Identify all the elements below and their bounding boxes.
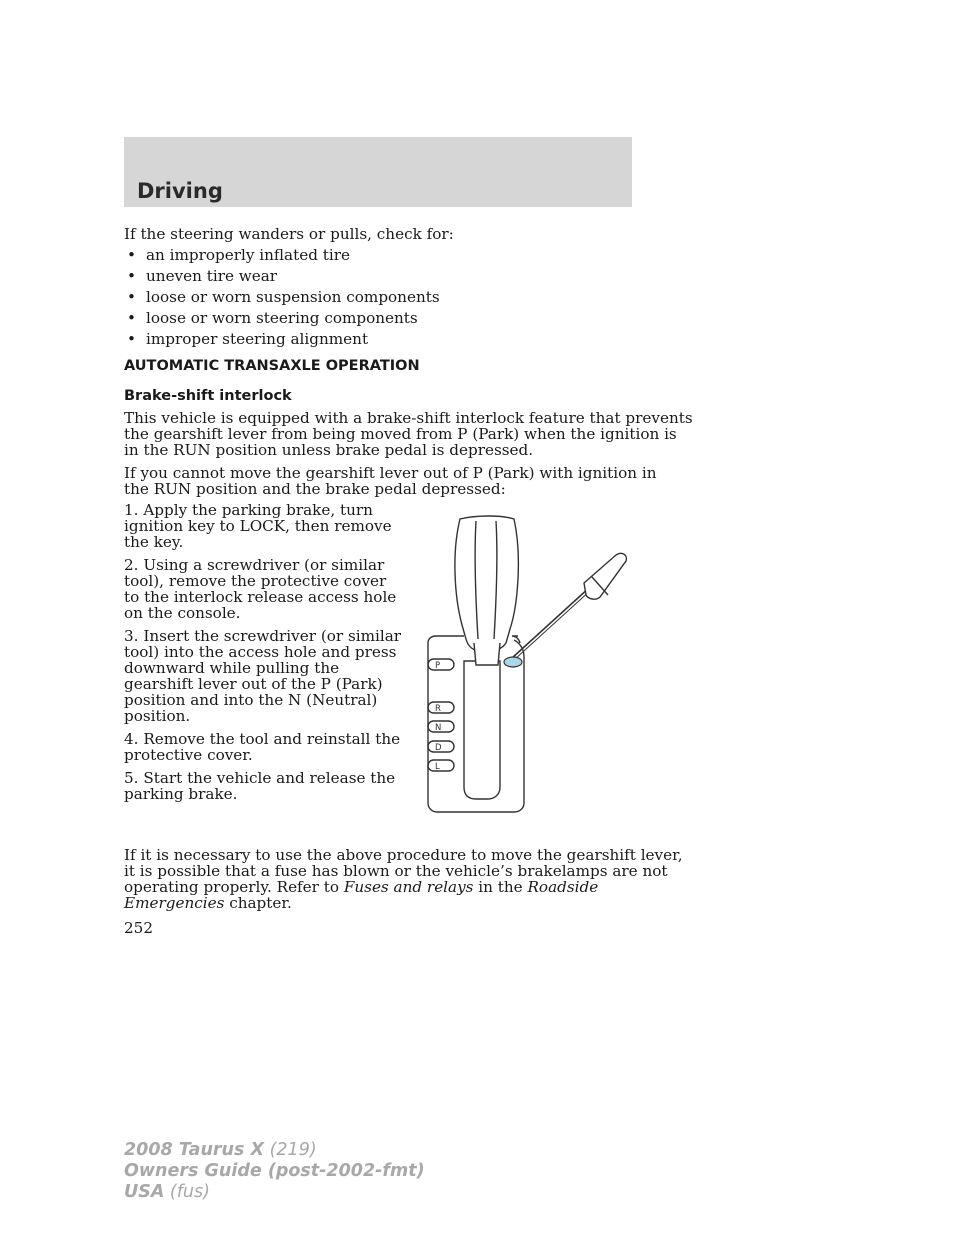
- step-line: tool) into the access hole and press: [124, 643, 397, 661]
- bullet-dot: •: [127, 330, 136, 348]
- paragraph-line: This vehicle is equipped with a brake-shift interlock feature that prevents: [124, 409, 693, 427]
- page-number: 252: [124, 919, 153, 937]
- bullet-dot: •: [127, 288, 136, 306]
- heading-sub: Brake-shift interlock: [124, 388, 292, 404]
- xref-chapter: Roadside: [527, 878, 599, 896]
- footer-line: Owners Guide (post-2002-fmt): [124, 1161, 425, 1181]
- closing-line: If it is necessary to use the above procedure to move the gearshift lever,: [124, 846, 683, 864]
- closing-line: Emergencies chapter.: [124, 894, 292, 912]
- gear-label-d: D: [435, 743, 442, 753]
- step-line: to the interlock release access hole: [124, 588, 397, 606]
- gearshift-illustration: [416, 515, 636, 815]
- gear-label-n: N: [435, 723, 442, 733]
- document-footer: [124, 1140, 425, 1203]
- step-line: parking brake.: [124, 785, 238, 803]
- access-hole: [504, 657, 522, 667]
- gear-label-p: P: [435, 661, 441, 671]
- step-line: 1. Apply the parking brake, turn: [124, 501, 373, 519]
- step-line: ignition key to LOCK, then remove: [124, 517, 392, 535]
- bullet-dot: •: [127, 267, 136, 285]
- footer-line: USA (fus): [124, 1182, 210, 1202]
- paragraph-line: in the RUN position unless brake pedal is depressed.: [124, 441, 534, 459]
- step-line: position and into the N (Neutral): [124, 691, 378, 709]
- gearshift-diagram: [416, 515, 636, 815]
- gear-pill-p: [428, 659, 454, 670]
- lever-shaft: [474, 643, 500, 665]
- closing-line: operating properly. Refer to Fuses and relays in the Roadside: [124, 878, 599, 896]
- step-line: 5. Start the vehicle and release the: [124, 769, 396, 787]
- gear-label-r: R: [435, 704, 441, 714]
- step-line: downward while pulling the: [124, 659, 340, 677]
- heading-main: AUTOMATIC TRANSAXLE OPERATION: [124, 358, 420, 374]
- closing-line: it is possible that a fuse has blown or the vehicle’s brakelamps are not: [124, 862, 668, 880]
- section-title: Driving: [137, 179, 223, 203]
- step-line: position.: [124, 707, 191, 725]
- section-header-band: [124, 137, 632, 207]
- paragraph-line: the gearshift lever from being moved from P (Park) when the ignition is: [124, 425, 677, 443]
- screwdriver-shaft: [512, 587, 590, 658]
- step-line: on the console.: [124, 604, 241, 622]
- step-line: the key.: [124, 533, 184, 551]
- intro-text: If the steering wanders or pulls, check for:: [124, 225, 454, 243]
- bullet-dot: •: [127, 246, 136, 264]
- step-line: tool), remove the protective cover: [124, 572, 387, 590]
- footer-line: 2008 Taurus X (219): [124, 1140, 317, 1160]
- step-line: gearshift lever out of the P (Park): [124, 675, 383, 693]
- xref-fuses: Fuses and relays: [343, 878, 474, 896]
- lever-knob: [455, 516, 518, 651]
- step-line: 4. Remove the tool and reinstall the: [124, 730, 401, 748]
- gear-pill-l: [428, 760, 454, 771]
- step-line: 3. Insert the screwdriver (or similar: [124, 627, 402, 645]
- shift-gate: [464, 661, 500, 799]
- paragraph-line: the RUN position and the brake pedal depressed:: [124, 480, 506, 498]
- bullet-dot: •: [127, 309, 136, 327]
- paragraph-line: If you cannot move the gearshift lever out of P (Park) with ignition in: [124, 464, 657, 482]
- gear-pill-r: [428, 702, 454, 713]
- step-line: protective cover.: [124, 746, 253, 764]
- gear-label-l: L: [435, 762, 440, 772]
- step-line: 2. Using a screwdriver (or similar: [124, 556, 385, 574]
